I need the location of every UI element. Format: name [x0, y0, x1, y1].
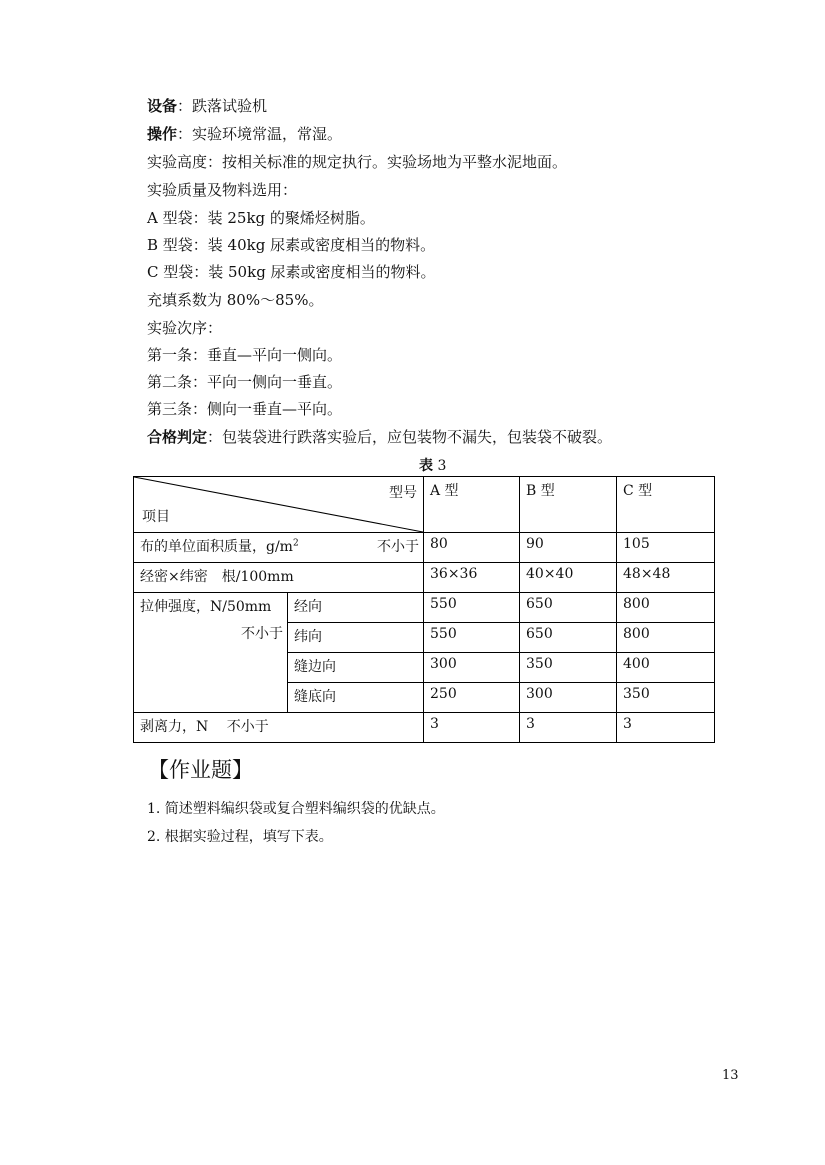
- spec-table: [133, 476, 715, 743]
- material-heading: 实验质量及物料选用：: [147, 181, 298, 199]
- table-cell: 650: [520, 593, 617, 623]
- table-cell: 300: [520, 683, 617, 713]
- operation-line: [147, 124, 342, 144]
- bag-a-line: A 型袋：装 25kg 的聚烯烃树脂。: [147, 209, 375, 227]
- table-header-row: [134, 477, 715, 533]
- table-row: [134, 533, 715, 563]
- table-row: [134, 713, 715, 743]
- height-line: 实验高度：按相关标准的规定执行。实验场地为平整水泥地面。: [147, 153, 568, 171]
- corner-bottom-label: 项目: [142, 509, 170, 525]
- table-cell: 300: [424, 653, 520, 683]
- bag-c-line: C 型袋：装 50kg 尿素或密度相当的物料。: [147, 263, 436, 281]
- table-cell: 90: [520, 533, 617, 563]
- table-cell: 800: [617, 623, 715, 653]
- table-cell: 800: [617, 593, 715, 623]
- corner-cell: [134, 477, 424, 533]
- table-cell: 400: [617, 653, 715, 683]
- table-cell: 350: [520, 653, 617, 683]
- diagonal-line: [134, 477, 423, 532]
- equipment-line: [147, 96, 267, 116]
- corner-top-label: 型号: [389, 485, 417, 501]
- fill-factor-line: 充填系数为 80%～85%。: [147, 291, 324, 309]
- row-label: 布的单位面积质量，$g/m^2$ 不小于: [134, 533, 424, 563]
- table-cell: 550: [424, 593, 520, 623]
- row-label: 经密×纬密 根/100mm: [134, 563, 424, 593]
- equipment-label: 设备: [147, 97, 178, 115]
- acceptance-label: 合格判定: [147, 428, 208, 446]
- operation-label: 操作: [147, 125, 178, 143]
- acceptance-line: [147, 427, 612, 447]
- homework-heading: 【作业题】: [148, 758, 253, 782]
- table-cell: 3: [520, 713, 617, 743]
- table-cell: 80: [424, 533, 520, 563]
- table-cell: 250: [424, 683, 520, 713]
- row-label: 拉伸强度，N/50mm 不小于: [134, 593, 288, 713]
- table-cell: 650: [520, 623, 617, 653]
- table-cell: 40×40: [520, 563, 617, 593]
- homework-question-1: 1. 简述塑料编织袋或复合塑料编织袋的优缺点。: [147, 801, 445, 817]
- sub-row-label: 缝边向: [288, 653, 424, 683]
- operation-text: ：实验环境常温，常湿。: [177, 125, 343, 143]
- sub-row-label: 经向: [288, 593, 424, 623]
- row-label: 剥离力，N 不小于: [134, 713, 424, 743]
- sub-row-label: 缝底向: [288, 683, 424, 713]
- table-cell: 550: [424, 623, 520, 653]
- order-line-3: 第三条：侧向一垂直—平向。: [147, 400, 343, 418]
- table-cell: 48×48: [617, 563, 715, 593]
- order-line-2: 第二条：平向一侧向一垂直。: [147, 373, 343, 391]
- table-cell: 36×36: [424, 563, 520, 593]
- order-heading: 实验次序：: [147, 319, 223, 337]
- table-cell: 3: [617, 713, 715, 743]
- col-header-b: B 型: [520, 477, 617, 533]
- acceptance-text: ：包装袋进行跌落实验后，应包装物不漏失，包装袋不破裂。: [207, 428, 613, 446]
- sub-row-label: 纬向: [288, 623, 424, 653]
- equipment-text: ：跌落试验机: [177, 97, 268, 115]
- table-row: [134, 593, 715, 623]
- page-number: 13: [722, 1068, 739, 1083]
- table-cell: 105: [617, 533, 715, 563]
- bag-b-line: B 型袋：装 40kg 尿素或密度相当的物料。: [147, 236, 436, 254]
- table-cell: 350: [617, 683, 715, 713]
- table-caption: 表 3: [419, 458, 447, 474]
- homework-question-2: 2. 根据实验过程，填写下表。: [147, 829, 333, 845]
- col-header-a: A 型: [424, 477, 520, 533]
- table-cell: 3: [424, 713, 520, 743]
- order-line-1: 第一条：垂直—平向一侧向。: [147, 346, 343, 364]
- col-header-c: C 型: [617, 477, 715, 533]
- table-row: [134, 563, 715, 593]
